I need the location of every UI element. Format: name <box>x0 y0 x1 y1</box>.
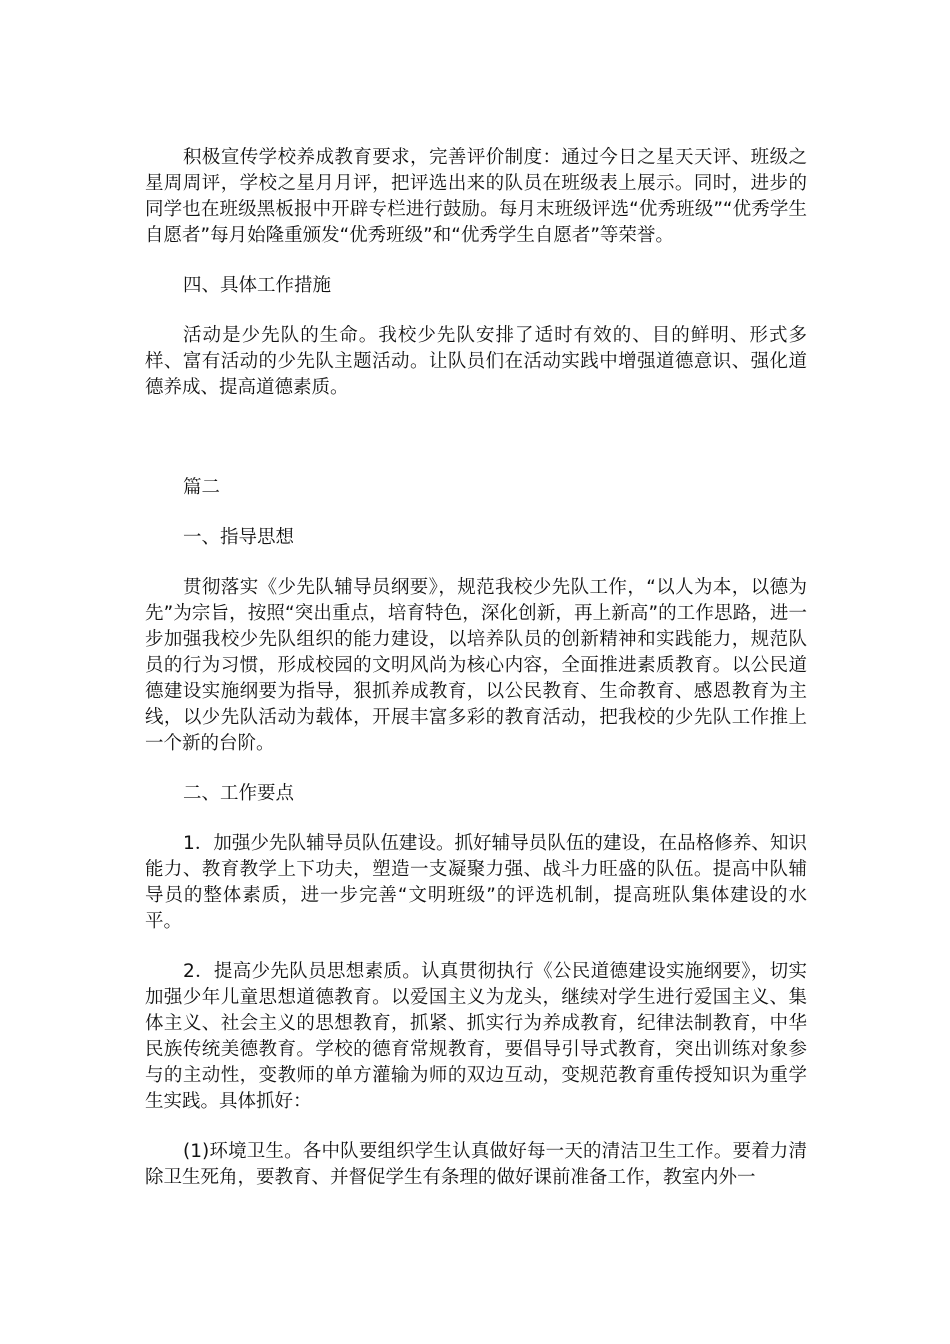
paragraph-point-2: 2．提高少先队员思想素质。认真贯彻执行《公民道德建设实施纲要》，切实加强少年儿童思想道德教育。以爱国主义为龙头，继续对学生进行爱国主义、集体主义、社会主义的思想教育，抓紧、抓实行为养成教育，纪律法制教育，中华民族传统美德教育。学校的德育常规教育，要倡导引导式教育，突出训练对象参与的主动性，变教师的单方灌输为师的双边互动，变规范教育重传授知识为重学生实践。具体抓好： <box>145 961 807 1112</box>
heading-guiding-ideology: 一、指导思想 <box>183 527 295 548</box>
paragraph-evaluation-system: 积极宣传学校养成教育要求，完善评价制度：通过今日之星天天评、班级之星周周评，学校之星月月评，把评选出来的队员在班级表上展示。同时，进步的同学也在班级黑板报中开辟专栏进行鼓励。每月末班级评选“优秀班级”“优秀学生自愿者”每月始隆重颁发“优秀班级”和“优秀学生自愿者”等荣誉。 <box>145 147 807 246</box>
paragraph-activities: 活动是少先队的生命。我校少先队安排了适时有效的、目的鲜明、形式多样、富有活动的少先队主题活动。让队员们在活动实践中增强道德意识、强化道德养成、提高道德素质。 <box>145 325 807 398</box>
paragraph-point-1: 1．加强少先队辅导员队伍建设。抓好辅导员队伍的建设，在品格修养、知识能力、教育教学上下功夫，塑造一支凝聚力强、战斗力旺盛的队伍。提高中队辅导员的整体素质，进一步完善“文明班级”的评选机制，提高班队集体建设的水平。 <box>145 833 807 932</box>
paragraph-environment-hygiene: (1)环境卫生。各中队要组织学生认真做好每一天的清洁卫生工作。要着力清除卫生死角，要教育、并督促学生有条理的做好课前准备工作，教室内外一 <box>145 1141 807 1188</box>
document-page <box>145 145 807 1191</box>
heading-specific-measures: 四、具体工作措施 <box>183 275 332 296</box>
heading-work-points: 二、工作要点 <box>183 783 295 804</box>
part-title: 篇二 <box>183 477 221 498</box>
paragraph-guiding-ideology: 贯彻落实《少先队辅导员纲要》，规范我校少先队工作，“以人为本，以德为先”为宗旨，按照“突出重点，培育特色，深化创新，再上新高”的工作思路，进一步加强我校少先队组织的能力建设，以培养队员的创新精神和实践能力，规范队员的行为习惯，形成校园的文明风尚为核心内容，全面推进素质教育。以公民道德建设实施纲要为指导，狠抓养成教育，以公民教育、生命教育、感恩教育为主线，以少先队活动为载体，开展丰富多彩的教育活动，把我校的少先队工作推上一个新的台阶。 <box>145 577 807 754</box>
